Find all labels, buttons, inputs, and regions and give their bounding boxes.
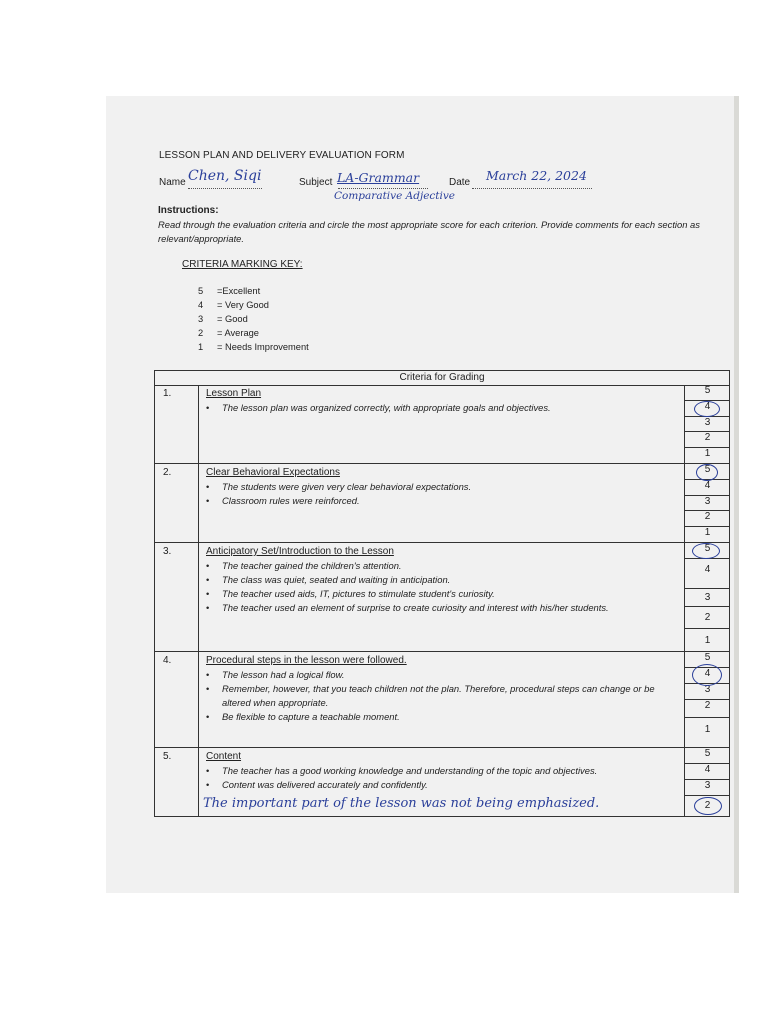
- score-cell: 1: [704, 724, 711, 735]
- subject-line: [338, 188, 428, 189]
- criteria-row-5: [155, 748, 729, 816]
- evaluation-form: [106, 96, 734, 893]
- date-line: [472, 188, 592, 189]
- score-cell: 1: [704, 635, 711, 646]
- key-score: 4: [198, 300, 204, 310]
- bullet-item: • The teacher used an element of surprise to create curiosity and interest with his/her students.: [206, 601, 676, 615]
- score-cell: 5: [685, 543, 730, 559]
- score-cell: 2: [704, 800, 711, 811]
- document-photo: [106, 96, 739, 893]
- criteria-row-3: [155, 543, 729, 652]
- subject-value-2: Comparative Adjective: [334, 190, 456, 202]
- score-cell: 1: [704, 448, 711, 459]
- instructions-heading: Instructions:: [158, 205, 219, 216]
- score-circle: [692, 664, 722, 686]
- row-number: 3.: [163, 546, 172, 557]
- bullet-item: • The lesson plan was organized correctly, with appropriate goals and objectives.: [206, 401, 676, 415]
- key-desc: = Average: [217, 328, 259, 338]
- score-circle: [694, 401, 720, 417]
- form-title: LESSON PLAN AND DELIVERY EVALUATION FORM: [159, 150, 405, 161]
- name-label: Name: [159, 177, 186, 188]
- key-desc: =Excellent: [217, 286, 261, 296]
- bullet-item: • The lesson had a logical flow.: [206, 668, 676, 682]
- score-cell: 2: [685, 432, 730, 448]
- score-cell: 5: [685, 748, 730, 764]
- score-cell: 3: [685, 684, 730, 700]
- score-cell: 1: [704, 527, 711, 538]
- row-number: 4.: [163, 655, 172, 666]
- bullet-item: • The teacher has a good working knowledge and understanding of the topic and objectives.: [206, 764, 676, 778]
- name-line: [188, 188, 262, 189]
- row-heading: Procedural steps in the lesson were followed.: [206, 655, 407, 666]
- criteria-table: [154, 370, 730, 817]
- bullet-item: • Remember, however, that you teach children not the plan. Therefore, procedural steps can change or be altered when appropriate.: [206, 682, 676, 710]
- bullet-item: • The teacher gained the children's attention.: [206, 559, 676, 573]
- bullet-item: • The teacher used aids, IT, pictures to stimulate student's curiosity.: [206, 587, 676, 601]
- table-header: Criteria for Grading: [155, 371, 729, 386]
- score-circle: [696, 464, 718, 481]
- key-score: 3: [198, 314, 204, 324]
- score-circle: [694, 797, 722, 815]
- score-circle: [692, 543, 720, 559]
- row-number: 1.: [163, 388, 172, 399]
- bullet-item: • Be flexible to capture a teachable moment.: [206, 710, 676, 724]
- score-cell: 4: [685, 480, 730, 496]
- key-heading: CRITERIA MARKING KEY:: [182, 259, 303, 270]
- row-number: 2.: [163, 467, 172, 478]
- score-cell: 4: [685, 764, 730, 780]
- score-cell: 5: [685, 385, 730, 401]
- row-number: 5.: [163, 751, 172, 762]
- bullet-item: • Content was delivered accurately and confidently.: [206, 778, 676, 792]
- score-cell: 4: [685, 401, 730, 417]
- row-heading: Anticipatory Set/Introduction to the Lesson: [206, 546, 394, 557]
- criteria-row-1: [155, 385, 729, 464]
- date-value: March 22, 2024: [486, 168, 587, 183]
- date-label: Date: [449, 177, 471, 188]
- row-heading: Content: [206, 751, 242, 762]
- score-cell: 3: [685, 780, 730, 796]
- criteria-row-4: [155, 652, 729, 748]
- handwritten-comment: The important part of the lesson was not being emphasized.: [203, 796, 600, 811]
- subject-label: Subject: [299, 177, 333, 188]
- criteria-row-2: [155, 464, 729, 543]
- score-cell: 5: [685, 464, 730, 480]
- score-cell: 4: [685, 559, 730, 589]
- subject-value: LA-Grammar: [337, 170, 420, 185]
- row-heading: Lesson Plan: [206, 388, 262, 399]
- row-heading: Clear Behavioral Expectations: [206, 467, 340, 478]
- key-score: 2: [198, 328, 204, 338]
- score-cell: 2: [685, 607, 730, 629]
- key-desc: = Needs Improvement: [217, 342, 309, 352]
- name-value: Chen, Siqi: [188, 168, 262, 184]
- score-cell: 2: [685, 700, 730, 718]
- score-cell: 3: [685, 496, 730, 511]
- bullet-item: • The students were given very clear behavioral expectations.: [206, 480, 676, 494]
- bullet-item: • Classroom rules were reinforced.: [206, 494, 676, 508]
- key-score: 1: [198, 342, 204, 352]
- score-cell: 3: [685, 589, 730, 607]
- key-score: 5: [198, 286, 204, 296]
- key-desc: = Very Good: [217, 300, 269, 310]
- key-desc: = Good: [217, 314, 248, 324]
- score-cell: 3: [685, 417, 730, 432]
- score-cell: 2: [685, 511, 730, 527]
- instructions-text: Read through the evaluation criteria and circle the most appropriate score for each criterion. Provide comments for each section as relevant/appropriate.: [158, 219, 700, 244]
- score-cell: 4: [685, 668, 730, 684]
- bullet-item: • The class was quiet, seated and waiting in anticipation.: [206, 573, 676, 587]
- score-cell: 5: [685, 652, 730, 668]
